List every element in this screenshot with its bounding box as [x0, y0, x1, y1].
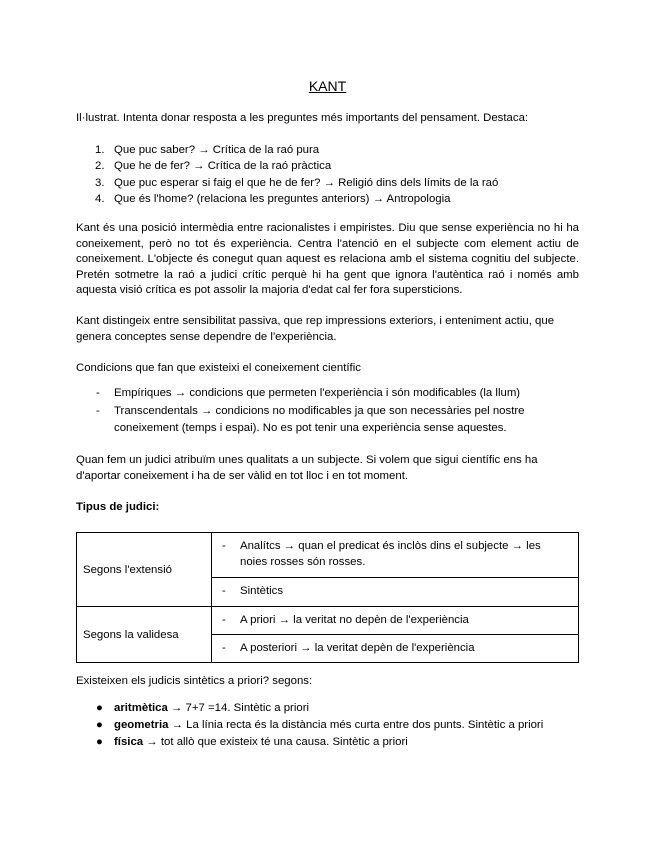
term-aritmetica: aritmètica	[114, 702, 168, 714]
list-number: 3.	[95, 176, 105, 189]
document-title: KANT	[308, 78, 347, 94]
table-cell	[212, 607, 579, 635]
table-row	[77, 533, 579, 578]
list-text: → tot allò que existeix té una causa. Sintètic a priori	[143, 736, 408, 748]
list-text: → La línia recta és la distància més curta entre dos punts. Sintètic a priori	[168, 719, 544, 731]
table-row	[77, 607, 579, 635]
dash-marker: -	[222, 641, 226, 654]
dash-marker: -	[222, 540, 226, 553]
list-item	[76, 717, 579, 734]
table-cell	[212, 635, 579, 663]
sciences-list	[76, 700, 579, 751]
cell-text: A posteriori → la veritat depèn de l'experiència	[240, 641, 475, 654]
list-item	[76, 191, 579, 207]
list-item	[76, 700, 579, 717]
dash-marker: -	[222, 613, 226, 626]
conditions-list	[76, 385, 579, 436]
table-cell	[212, 578, 579, 607]
list-item	[76, 142, 579, 158]
table-cell	[212, 533, 579, 578]
list-text: Que és l'home? (relaciona les preguntes anteriors) → Antropologia	[114, 193, 451, 206]
list-item	[76, 385, 579, 401]
term-fisica: física	[114, 736, 144, 748]
cell-text: Analítcs → quan el predicat és inclòs dins el subjecte → les noies rosses són rosses.	[240, 540, 541, 568]
list-number: 1.	[95, 144, 105, 156]
list-number: 4.	[95, 193, 105, 206]
intro-paragraph: Il·lustrat. Intenta donar resposta a les preguntes més importants del pensament. Destaca:	[76, 112, 529, 124]
conditions-heading: Condicions que fan que existeixi el coneixement científic	[76, 362, 361, 374]
bullet-icon: ●	[96, 702, 103, 714]
cell-content	[212, 641, 570, 657]
list-text: Empíriques → condicions que permeten l'experiència i són modificables (la llum)	[114, 387, 521, 399]
list-number: 2.	[95, 160, 105, 173]
paragraph-kant-position: Kant és una posició intermèdia entre racionalistes i empiristes. Diu que sense experiència no hi ha coneixement, però no tot és experiència. Centra l'atenció en el subjecte com element actiu de coneixement. L'objecte és conegut quan aquest es relaciona amb el sistema cognitiu del subjecte. Pretén sotmetre la raó a judici crític perquè hi ha gent que ignora l'autèntica raó i només amb aquesta visió crítica es pot assolir la majoria d'edat cal fer fora supersticions.	[76, 222, 579, 297]
list-text: Que he de fer? → Crítica de la raó pràctica	[114, 160, 332, 173]
validesa-label: Segons la validesa	[77, 607, 212, 663]
extensio-label: Segons l'extensió	[77, 533, 212, 607]
paragraph-sensibility: Kant distingeix entre sensibilitat passiva, que rep impressions exteriors, i enteniment actiu, que genera conceptes sense dependre de l'experiència.	[76, 315, 555, 343]
list-text: Que puc esperar si faig el que he de fer? → Religió dins dels límits de la raó	[114, 176, 499, 189]
cell-content	[212, 613, 570, 629]
cell-content	[212, 539, 570, 570]
term-geometria: geometria	[114, 719, 169, 731]
list-text: Que puc saber? → Crítica de la raó pura	[114, 144, 320, 156]
list-item	[76, 403, 579, 436]
judici-table	[76, 532, 579, 663]
list-item	[76, 158, 579, 174]
dash-marker: -	[222, 585, 226, 598]
list-item	[76, 175, 579, 191]
paragraph-judici: Quan fem un judici atribuïm unes qualitats a un subjecte. Si volem que sigui científic ens ha d'aportar coneixement i ha de ser vàlid en tot lloc i en tot moment.	[76, 454, 538, 482]
cell-content	[212, 584, 570, 600]
bullet-icon: ●	[96, 719, 103, 731]
tipus-heading: Tipus de judici:	[76, 501, 160, 513]
dash-marker: -	[96, 387, 100, 399]
list-text: → 7+7 =14. Sintètic a priori	[167, 702, 310, 714]
cell-text: A priori → la veritat no depèn de l'experiència	[240, 613, 469, 626]
synthetic-question: Existeixen els judicis sintètics a priori? segons:	[76, 675, 313, 687]
questions-list	[76, 142, 579, 208]
cell-text: Sintètics	[240, 585, 284, 598]
list-text: Transcendentals → condicions no modificables ja que son necessàries pel nostre coneixement (temps i espai). No es pot tenir una experiència sense aquestes.	[114, 405, 525, 434]
dash-marker: -	[96, 405, 100, 418]
bullet-icon: ●	[96, 736, 103, 748]
list-item	[76, 734, 579, 751]
